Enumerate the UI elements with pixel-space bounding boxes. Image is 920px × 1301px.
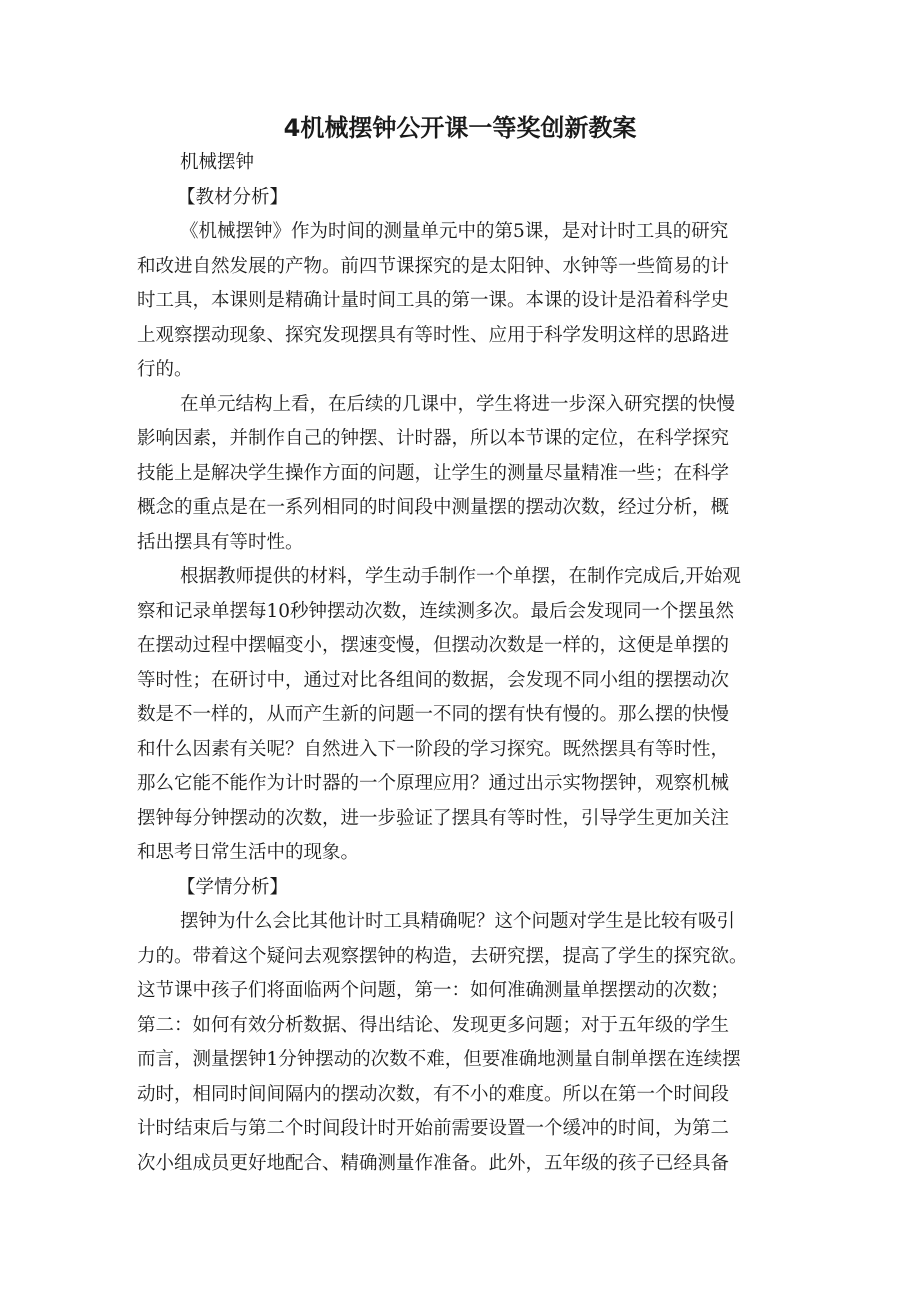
text-line: 括出摆具有等时性。: [137, 531, 304, 553]
document-title: 4机械摆钟公开课一等奖创新教案: [283, 114, 637, 142]
text-line: 上观察摆动现象、探究发现摆具有等时性、应用于科学发明这样的思路进: [137, 324, 730, 346]
text-line: 计时结束后与第二个时间段计时开始前需要设置一个缓冲的时间，为第二: [137, 1118, 730, 1139]
text-line: 次小组成员更好地配合、精确测量作准备。此外，五年级的孩子已经具备: [137, 1152, 730, 1174]
text-line: 和什么因素有关呢？自然进入下一阶段的学习探究。既然摆具有等时性，: [137, 738, 730, 760]
text-line: 摆钟为什么会比其他计时工具精确呢？这个问题对学生是比较有吸引: [180, 911, 736, 932]
document-body: [137, 146, 787, 1181]
text-line: 技能上是解决学生操作方面的问题，让学生的测量尽量精准一些；在科学: [137, 462, 730, 484]
text-line: 行的。: [137, 359, 193, 380]
text-line: 数是不一样的，从而产生新的问题一不同的摆有快有慢的。那么摆的快慢: [137, 704, 730, 725]
text-line: 影响因素，并制作自己的钟摆、计时器，所以本节课的定位，在科学探究: [137, 428, 730, 449]
text-line: 【教材分析】: [177, 186, 289, 208]
text-line: 摆钟每分钟摆动的次数，进一步验证了摆具有等时性，引导学生更加关注: [137, 807, 730, 829]
text-line: 概念的重点是在一系列相同的时间段中测量摆的摆动次数，经过分析，概: [137, 497, 730, 518]
text-line: 根据教师提供的材料，学生动手制作一个单摆，在制作完成后,开始观: [180, 566, 741, 587]
text-line: 力的。带着这个疑问去观察摆钟的构造，去研究摆，提高了学生的探究欲。: [137, 945, 748, 967]
text-line: 动时，相同时间间隔内的摆动次数，有不小的难度。所以在第一个时间段: [137, 1083, 730, 1105]
text-line: 这节课中孩子们将面临两个问题，第一：如何准确测量单摆摆动的次数；: [137, 980, 730, 1001]
text-line: 《机械摆钟》作为时间的测量单元中的第5课，是对计时工具的研究: [180, 221, 729, 242]
text-line: 【学情分析】: [177, 876, 289, 898]
text-line: 和改进自然发展的产物。前四节课探究的是太阳钟、水钟等一些简易的计: [137, 255, 730, 277]
text-line: 等时性；在研讨中，通过对比各组间的数据，会发现不同小组的摆摆动次: [137, 669, 730, 691]
text-line: 在摆动过程中摆幅变小，摆速变慢，但摆动次数是一样的，这便是单摆的: [137, 635, 730, 656]
text-line: 和思考日常生活中的现象。: [137, 842, 360, 863]
text-line: 那么它能不能作为计时器的一个原理应用？通过出示实物摆钟，观察机械: [137, 773, 730, 794]
text-line: 察和记录单摆每10秒钟摆动次数，连续测多次。最后会发现同一个摆虽然: [137, 600, 735, 622]
text-line: 第二：如何有效分析数据、得出结论、发现更多问题；对于五年级的学生: [137, 1014, 730, 1036]
text-line: 时工具，本课则是精确计量时间工具的第一课。本课的设计是沿着科学史: [137, 290, 730, 311]
text-line: 机械摆钟: [180, 152, 255, 173]
text-line: 而言，测量摆钟1分钟摆动的次数不难，但要准确地测量自制单摆在连续摆: [137, 1049, 741, 1070]
text-line: 在单元结构上看，在后续的几课中，学生将进一步深入研究摆的快慢: [180, 393, 736, 415]
